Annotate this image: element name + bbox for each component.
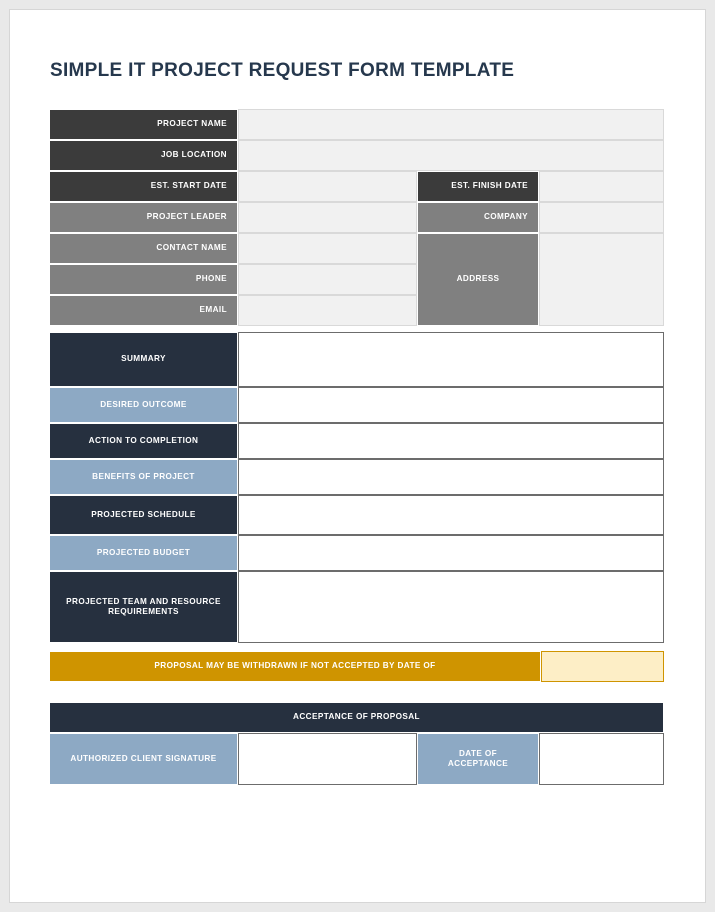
input-projected-team-requirements[interactable]	[238, 571, 664, 643]
table-row	[49, 423, 664, 459]
input-authorized-client-signature[interactable]	[238, 733, 417, 785]
table-row	[49, 495, 664, 535]
label-projected-schedule: PROJECTED SCHEDULE	[49, 495, 238, 535]
label-projected-team-requirements: PROJECTED TEAM AND RESOURCE REQUIREMENTS	[49, 571, 238, 643]
input-est-start-date[interactable]	[238, 171, 417, 202]
table-row	[49, 332, 664, 387]
table-row	[49, 171, 664, 202]
table-row	[49, 571, 664, 643]
input-withdrawal-date[interactable]	[541, 651, 664, 682]
heading-acceptance-of-proposal: ACCEPTANCE OF PROPOSAL	[49, 702, 664, 733]
input-date-of-acceptance[interactable]	[539, 733, 664, 785]
page-title: SIMPLE IT PROJECT REQUEST FORM TEMPLATE	[50, 60, 515, 81]
table-row	[49, 702, 664, 733]
label-project-leader: PROJECT LEADER	[49, 202, 238, 233]
input-company[interactable]	[539, 202, 664, 233]
input-projected-schedule[interactable]	[238, 495, 664, 535]
table-row	[49, 202, 664, 233]
label-benefits-of-project: BENEFITS OF PROJECT	[49, 459, 238, 495]
input-email[interactable]	[238, 295, 417, 326]
project-detail-table	[49, 332, 664, 643]
label-phone: PHONE	[49, 264, 238, 295]
input-est-finish-date[interactable]	[539, 171, 664, 202]
input-phone[interactable]	[238, 264, 417, 295]
project-info-table	[49, 109, 664, 326]
table-row	[49, 387, 664, 423]
label-summary: SUMMARY	[49, 332, 238, 387]
contact-address-group	[49, 233, 664, 326]
input-address[interactable]	[539, 233, 664, 326]
table-row	[49, 295, 417, 326]
label-authorized-client-signature: AUTHORIZED CLIENT SIGNATURE	[49, 733, 238, 785]
label-est-finish-date: EST. FINISH DATE	[417, 171, 539, 202]
input-benefits-of-project[interactable]	[238, 459, 664, 495]
table-row	[49, 264, 417, 295]
label-action-to-completion: ACTION TO COMPLETION	[49, 423, 238, 459]
input-job-location[interactable]	[238, 140, 664, 171]
label-projected-budget: PROJECTED BUDGET	[49, 535, 238, 571]
label-company: COMPANY	[417, 202, 539, 233]
withdrawal-row	[49, 651, 664, 682]
input-action-to-completion[interactable]	[238, 423, 664, 459]
input-project-name[interactable]	[238, 109, 664, 140]
label-address: ADDRESS	[417, 233, 539, 326]
label-est-start-date: EST. START DATE	[49, 171, 238, 202]
input-projected-budget[interactable]	[238, 535, 664, 571]
input-desired-outcome[interactable]	[238, 387, 664, 423]
table-row	[49, 140, 664, 171]
label-job-location: JOB LOCATION	[49, 140, 238, 171]
input-summary[interactable]	[238, 332, 664, 387]
table-row	[49, 535, 664, 571]
label-project-name: PROJECT NAME	[49, 109, 238, 140]
table-row	[49, 109, 664, 140]
input-contact-name[interactable]	[238, 233, 417, 264]
label-email: EMAIL	[49, 295, 238, 326]
label-withdrawal-notice: PROPOSAL MAY BE WITHDRAWN IF NOT ACCEPTED BY DATE OF	[49, 651, 541, 682]
table-row	[49, 733, 664, 785]
label-date-of-acceptance: DATE OF ACCEPTANCE	[417, 733, 539, 785]
input-project-leader[interactable]	[238, 202, 417, 233]
table-row	[49, 233, 417, 264]
label-contact-name: CONTACT NAME	[49, 233, 238, 264]
acceptance-table	[49, 702, 664, 785]
label-desired-outcome: DESIRED OUTCOME	[49, 387, 238, 423]
table-row	[49, 459, 664, 495]
document-sheet	[9, 9, 706, 903]
